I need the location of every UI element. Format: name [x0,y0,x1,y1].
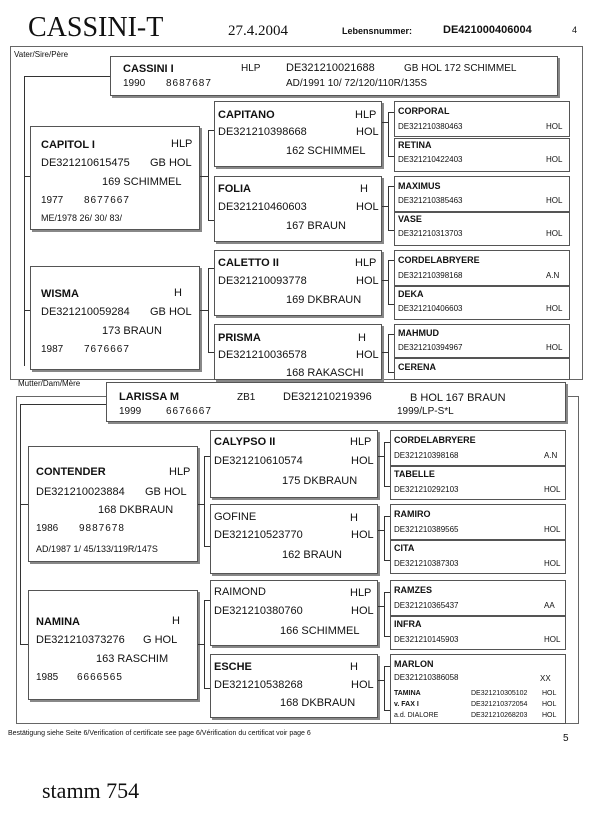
wisma-name: WISMA [41,288,79,300]
prisma-name: PRISMA [218,332,261,344]
namina-name: NAMINA [36,616,80,628]
dam-id: DE321210219396 [283,391,372,403]
page-number-bottom: 5 [563,733,569,744]
gen4-breed-9: A.N [544,451,558,460]
sire-info: GB HOL 172 SCHIMMEL [404,63,517,74]
gen4-name-9: CORDELABRYERE [394,435,476,445]
document-date: 27.4.2004 [228,23,288,39]
gen5-name-3: a.d. DIALORE [394,712,439,719]
esche-name: ESCHE [214,661,252,673]
gen4-breed-6: HOL [546,304,563,313]
gen4-id-15: DE321210386058 [394,673,459,682]
gen4-id-1: DE321210380463 [398,122,463,131]
gen4-id-3: DE321210385463 [398,196,463,205]
gen4-breed-3: HOL [546,196,563,205]
gen4-name-2: RETINA [398,140,432,150]
gen4-breed-13: AA [544,601,555,610]
folia-name: FOLIA [218,183,251,195]
gen4-id-2: DE321210422403 [398,155,463,164]
gen4-breed-2: HOL [546,155,563,164]
contender-year: 1986 [36,523,59,534]
gen4-name-10: TABELLE [394,469,435,479]
capitol-year: 1977 [41,195,64,206]
wisma-code: H [174,287,182,299]
contender-name: CONTENDER [36,466,106,478]
esche-code: H [350,661,358,673]
contender-info: GB HOL [145,486,187,498]
namina-id: DE321210373276 [36,634,125,646]
wisma-year: 1987 [41,344,64,355]
gen4-name-11: RAMIRO [394,509,431,519]
folia-size: 167 BRAUN [286,220,346,232]
calypso-id: DE321210610574 [214,455,303,467]
gen4-name-4: VASE [398,214,422,224]
gen4-name-1: CORPORAL [398,106,450,116]
sire-digits: 8687687 [166,78,212,89]
namina-size: 163 RASCHIM [96,653,169,665]
esche-size: 168 DKBRAUN [280,697,356,709]
namina-digits: 6666565 [77,672,123,683]
gofine-code: H [350,512,358,524]
contender-digits: 9887678 [79,523,125,534]
gen4-name-5: CORDELABRYERE [398,255,480,265]
document-title: CASSINI-T [28,12,164,43]
sire-code: HLP [241,63,261,74]
gofine-size: 162 BRAUN [282,549,342,561]
namina-info: G HOL [143,634,178,646]
gofine-name: GOFINE [214,511,257,523]
gen4-name-7: MAHMUD [398,328,439,338]
capitol-size: 169 SCHIMMEL [102,176,182,188]
dam-code: ZB1 [237,392,256,403]
capitol-info: GB HOL [150,157,192,169]
gen4-id-7: DE321210394967 [398,343,463,352]
sire-perf: AD/1991 10/ 72/120/110R/135S [286,78,428,89]
gen4-name-13: RAMZES [394,585,432,595]
caletto-id: DE321210093778 [218,275,307,287]
caletto-size: 169 DKBRAUN [286,294,362,306]
gen5-name-1: TAMINA [394,690,421,697]
gen4-breed-7: HOL [546,343,563,352]
capitano-size: 162 SCHIMMEL [286,145,366,157]
gen4-id-6: DE321210406603 [398,304,463,313]
gen5-name-2: v. FAX I [394,701,419,708]
calypso-size: 175 DKBRAUN [282,475,358,487]
gen4-id-12: DE321210387303 [394,559,459,568]
gen4-breed-15: XX [540,674,551,683]
dam-info: B HOL 167 BRAUN [410,392,506,404]
caletto-code: HLP [355,257,377,269]
prisma-size: 168 RAKASCHI [286,367,364,379]
contender-size: 168 DKBRAUN [98,504,174,516]
gen5-id-2: DE321210372054 [471,701,528,708]
wisma-id: DE321210059284 [41,306,130,318]
calypso-name: CALYPSO II [214,436,276,448]
gen5-breed-3: HOL [542,712,557,719]
sire-id: DE321210021688 [286,62,375,74]
prisma-breed: HOL [356,349,379,361]
gen4-breed-5: A.N [546,271,560,280]
gen4-id-11: DE321210389565 [394,525,459,534]
dam-section-label: Mutter/Dam/Mère [18,379,81,388]
dam-digits: 6676667 [166,406,212,417]
gen4-breed-14: HOL [544,635,561,644]
namina-code: H [172,615,180,627]
prisma-code: H [358,332,366,344]
handwritten-note: stamm 754 [42,778,140,803]
gen4-id-10: DE321210292103 [394,485,459,494]
wisma-info: GB HOL [150,306,192,318]
raimond-size: 166 SCHIMMEL [280,625,360,637]
sire-year: 1990 [123,78,146,89]
caletto-breed: HOL [356,275,379,287]
raimond-id: DE321210380760 [214,605,303,617]
contender-code: HLP [169,466,191,478]
gen4-breed-11: HOL [544,525,561,534]
capitol-digits: 8677667 [84,195,130,206]
caletto-name: CALETTO II [218,257,279,269]
capitol-perf: ME/1978 26/ 30/ 83/ [41,213,123,223]
folia-breed: HOL [356,201,379,213]
folia-code: H [360,183,368,195]
gen4-name-8: CERENA [398,362,437,372]
gen4-name-3: MAXIMUS [398,181,441,191]
gen5-id-3: DE321210268203 [471,712,528,719]
gen4-name-15: MARLON [394,659,434,669]
gen4-breed-1: HOL [546,122,563,131]
gen4-box-12 [390,540,566,574]
wisma-digits: 7676667 [84,344,130,355]
capitol-name: CAPITOL I [41,139,95,151]
gofine-id: DE321210523770 [214,529,303,541]
esche-breed: HOL [351,679,374,691]
wisma-size: 173 BRAUN [102,325,162,337]
sire-name: CASSINI I [123,63,174,75]
verification-note: Bestätigung siehe Seite 6/Verification of certificate see page 6/Vérification du certificat voir page 6 [8,730,311,737]
gen5-breed-2: HOL [542,701,557,708]
page-number-top: 4 [572,25,578,35]
gen4-name-12: CITA [394,543,415,553]
gofine-breed: HOL [351,529,374,541]
capitano-code: HLP [355,109,377,121]
gen4-breed-4: HOL [546,229,563,238]
gen4-id-9: DE321210398168 [394,451,459,460]
namina-year: 1985 [36,672,59,683]
capitol-code: HLP [171,138,193,150]
dam-perf: 1999/LP-S*L [397,406,454,417]
gen4-id-14: DE321210145903 [394,635,459,644]
prisma-id: DE321210036578 [218,349,307,361]
capitano-breed: HOL [356,126,379,138]
gen4-id-5: DE321210398168 [398,271,463,280]
contender-perf: AD/1987 1/ 45/133/119R/147S [36,544,158,554]
capitano-name: CAPITANO [218,109,275,121]
sire-section-label: Vater/Sire/Père [14,50,69,59]
capitano-id: DE321210398668 [218,126,307,138]
lebensnummer-label: Lebensnummer: [342,26,413,36]
raimond-code: HLP [350,587,372,599]
gen4-name-14: INFRA [394,619,422,629]
gen5-breed-1: HOL [542,690,557,697]
gen4-name-6: DEKA [398,289,424,299]
dam-year: 1999 [119,406,142,417]
lebensnummer-value: DE421000406004 [443,24,532,36]
dam-name: LARISSA M [119,391,180,403]
calypso-code: HLP [350,436,372,448]
calypso-breed: HOL [351,455,374,467]
gen4-id-13: DE321210365437 [394,601,459,610]
esche-id: DE321210538268 [214,679,303,691]
folia-id: DE321210460603 [218,201,307,213]
gen4-id-4: DE321210313703 [398,229,463,238]
gen5-id-1: DE321210305102 [471,690,528,697]
contender-id: DE321210023884 [36,486,125,498]
raimond-breed: HOL [351,605,374,617]
raimond-name: RAIMOND [214,586,266,598]
capitol-id: DE321210615475 [41,157,130,169]
gen4-breed-12: HOL [544,559,561,568]
gen4-breed-10: HOL [544,485,561,494]
